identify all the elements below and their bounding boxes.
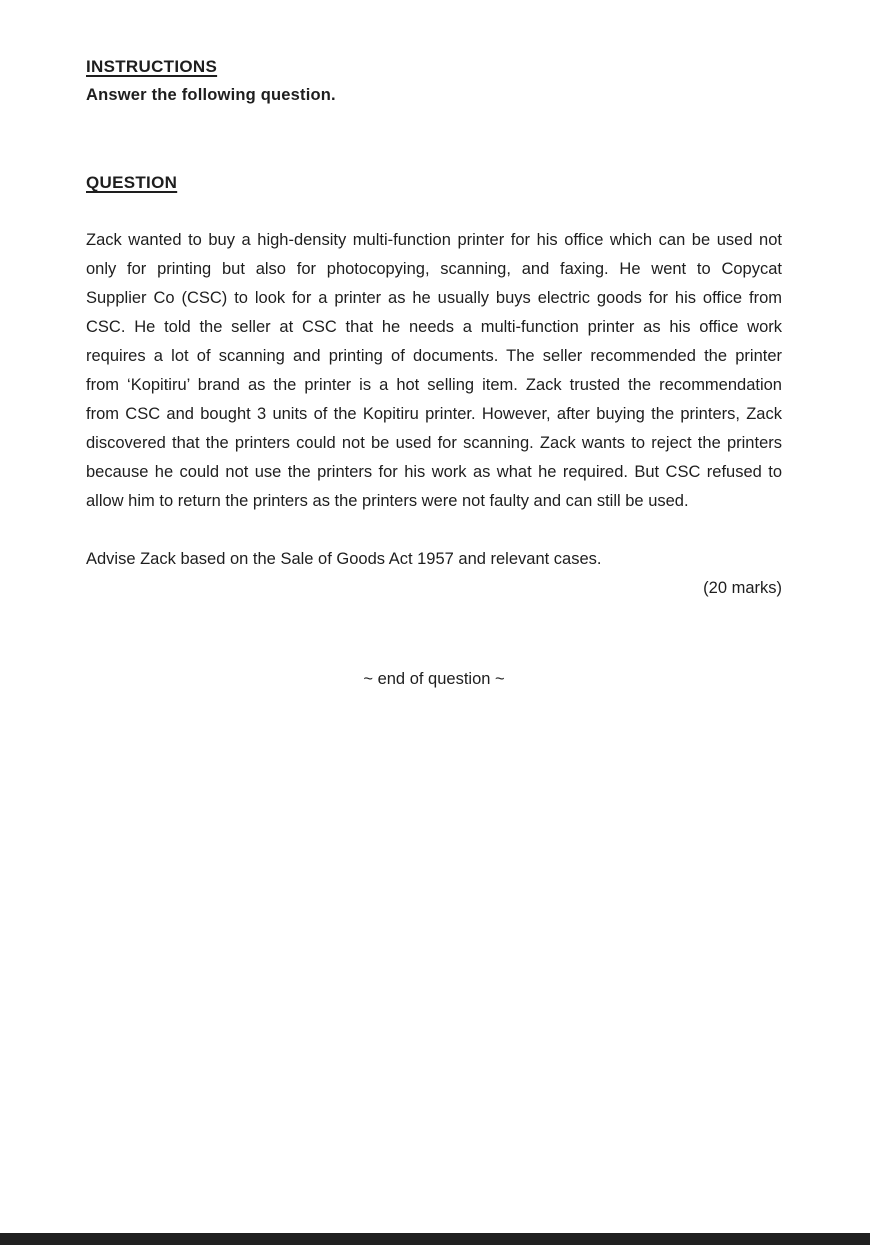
paragraph-line: from CSC and bought 3 units of the Kopitiru printer. However, after buying the printers, Zack — [86, 405, 782, 423]
marks-text: (20 marks) — [703, 579, 782, 597]
paragraph-line: from ‘Kopitiru’ brand as the printer is a hot selling item. Zack trusted the recommendation — [86, 376, 782, 394]
question-paragraph — [86, 226, 782, 516]
paragraph-line: only for printing but also for photocopying, scanning, and faxing. He went to Copycat — [86, 260, 782, 278]
paragraph-line: Supplier Co (CSC) to look for a printer as he usually buys electric goods for his office from — [86, 289, 782, 307]
bottom-scan-bar — [0, 1233, 870, 1245]
paragraph-line: CSC. He told the seller at CSC that he needs a multi-function printer as his office work — [86, 318, 782, 336]
paragraph-line: allow him to return the printers as the printers were not faulty and can still be used. — [86, 492, 689, 510]
advise-text: Advise Zack based on the Sale of Goods Act 1957 and relevant cases. — [86, 550, 602, 568]
paragraph-line: Zack wanted to buy a high-density multi-function printer for his office which can be used not — [86, 231, 782, 249]
paragraph-line: discovered that the printers could not be used for scanning. Zack wants to reject the printers — [86, 434, 782, 452]
question-heading: QUESTION — [86, 173, 178, 192]
paragraph-line: because he could not use the printers for his work as what he required. But CSC refused to — [86, 463, 782, 481]
instructions-text: Answer the following question. — [86, 86, 336, 104]
end-of-question-text: ~ end of question ~ — [363, 670, 505, 688]
paragraph-line: requires a lot of scanning and printing of documents. The seller recommended the printer — [86, 347, 782, 365]
instructions-heading: INSTRUCTIONS — [86, 57, 218, 76]
